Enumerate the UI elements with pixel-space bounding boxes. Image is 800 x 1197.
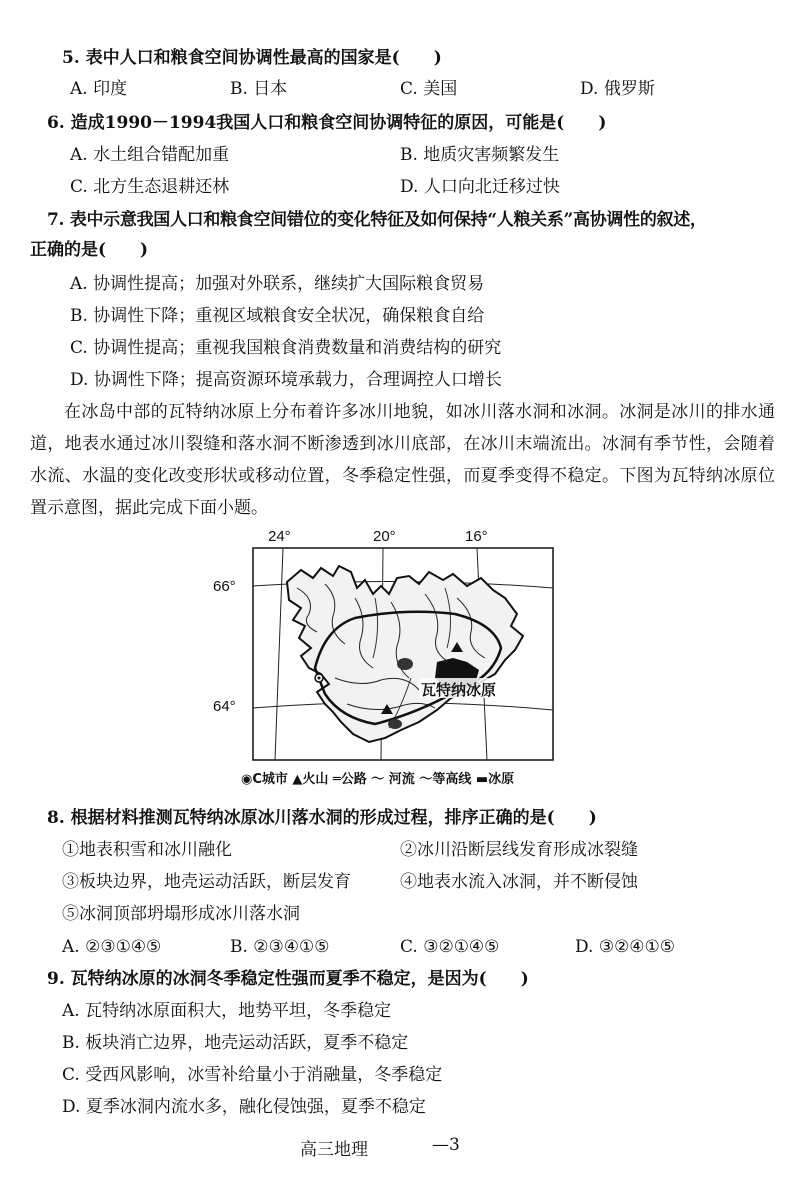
longitude-label-16: 16° (465, 528, 488, 545)
q6-option-b[interactable]: B. 地质灾害频繁发生 (400, 145, 560, 165)
q8-option-d[interactable]: D. ③②④①⑤ (575, 937, 676, 957)
q8-step-5: ⑤冰洞顶部坍塌形成冰川落水洞 (62, 904, 300, 924)
q8-option-a[interactable]: A. ②③①④⑤ (62, 937, 162, 957)
q8-option-b[interactable]: B. ②③④①⑤ (230, 937, 330, 957)
q6-option-a[interactable]: A. 水土组合错配加重 (70, 145, 230, 165)
q5-option-d[interactable]: D. 俄罗斯 (580, 79, 655, 99)
ice-cap-myrdalsjokull (388, 719, 402, 729)
q8-option-c[interactable]: C. ③②①④⑤ (400, 937, 500, 957)
q5-option-b[interactable]: B. 日本 (230, 79, 288, 99)
glacier-label: 瓦特纳冰原 (421, 681, 497, 699)
question-8-stem: 8. 根据材料推测瓦特纳冰原冰川落水洞的形成过程，排序正确的是( ) (47, 808, 597, 828)
question-6-stem: 6. 造成1990－1994我国人口和粮食空间协调特征的原因，可能是( ) (47, 113, 607, 133)
q7-option-a[interactable]: A. 协调性提高；加强对外联系，继续扩大国际粮食贸易 (70, 274, 485, 294)
longitude-label-20: 20° (373, 528, 396, 545)
q7-option-c[interactable]: C. 协调性提高；重视我国粮食消费数量和消费结构的研究 (70, 338, 502, 358)
q9-option-c[interactable]: C. 受西风影响，冰雪补给量小于消融量，冬季稳定 (62, 1065, 443, 1085)
q9-option-d[interactable]: D. 夏季冰洞内流水多，融化侵蚀强，夏季不稳定 (62, 1097, 426, 1117)
q9-option-a[interactable]: A. 瓦特纳冰原面积大，地势平坦，冬季稳定 (62, 1001, 392, 1021)
latitude-label-66: 66° (213, 578, 236, 595)
q5-option-c[interactable]: C. 美国 (400, 79, 458, 99)
q6-option-c[interactable]: C. 北方生态退耕还林 (70, 177, 230, 197)
question-7-stem-line1: 7. 表中示意我国人口和粮食空间错位的变化特征及如何保持“人粮关系”高协调性的叙述， (47, 210, 707, 230)
q8-step-3: ③板块边界，地壳运动活跃，断层发育 (62, 872, 351, 892)
reading-passage: 在冰岛中部的瓦特纳冰原上分布着许多冰川地貌，如冰川落水洞和冰洞。冰洞是冰川的排水通道，地表水通过冰川裂缝和落水洞不断渗透到冰川底部，在冰川末端流出。冰洞有季节性，会随着水流、水温的变化改变形状或移动位置，冬季稳定性强，而夏季变得不稳定。下图为瓦特纳冰原位置示意图，据此完成下面小题。 (30, 402, 775, 518)
footer-page-number: —3 (432, 1135, 460, 1155)
q8-step-2: ②冰川沿断层线发育形成冰裂缝 (400, 840, 638, 860)
question-9-stem: 9. 瓦特纳冰原的冰洞冬季稳定性强而夏季不稳定，是因为( ) (47, 969, 529, 989)
vatnajokull-location-map (205, 528, 595, 788)
q8-step-1: ①地表积雪和冰川融化 (62, 840, 232, 860)
q7-option-d[interactable]: D. 协调性下降；提高资源环境承载力，合理调控人口增长 (70, 370, 502, 390)
q6-option-d[interactable]: D. 人口向北迁移过快 (400, 177, 560, 197)
question-5-stem: 5. 表中人口和粮食空间协调性最高的国家是( ) (62, 48, 442, 68)
q5-option-a[interactable]: A. 印度 (70, 79, 128, 99)
q8-step-4: ④地表水流入冰洞，并不断侵蚀 (400, 872, 638, 892)
latitude-label-64: 64° (213, 698, 236, 715)
footer-subject: 高三地理 (300, 1140, 368, 1160)
ice-cap-langjokull (397, 658, 413, 670)
q9-option-b[interactable]: B. 板块消亡边界，地壳运动活跃，夏季不稳定 (62, 1033, 409, 1053)
iceland-map-graphic (205, 528, 595, 788)
q7-option-b[interactable]: B. 协调性下降；重视区域粮食安全状况，确保粮食自给 (70, 306, 485, 326)
map-legend: ◉C城市 ▲火山 ═公路 ～ 河流 ～等高线 ▬冰原 (241, 772, 515, 787)
longitude-label-24: 24° (268, 528, 291, 545)
question-7-stem-line2: 正确的是( ) (30, 240, 149, 260)
